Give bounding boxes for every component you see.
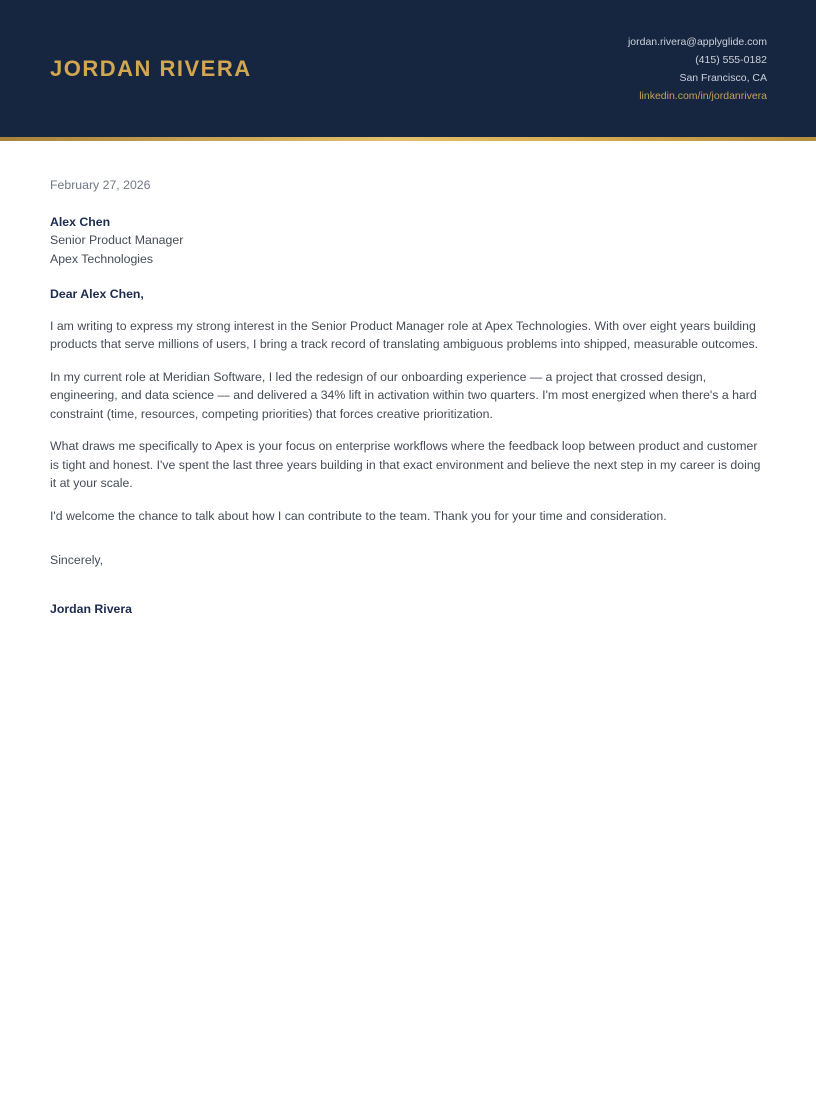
recipient-name: Alex Chen (50, 214, 111, 229)
letter-body (0, 141, 816, 618)
paragraph-intro: I am writing to express my strong interest in the Senior Product Manager role at Apex Technologies. With over eight years building products that serve millions of users, I bring a track record of translating ambiguous problems into shipped, measurable outcomes. (50, 318, 759, 351)
paragraph-experience: In my current role at Meridian Software, I led the redesign of our onboarding experience — a project that crossed design, engineering, and data science — and delivered a 34% lift in activation within two quarters. I'm most energized when there's a hard constraint (time, resources, competing priorities) that forces creative prioritization. (50, 369, 757, 421)
salutation: Dear Alex Chen, (50, 287, 144, 301)
contact-email: jordan.rivera@applyglide.com (627, 35, 767, 48)
contact-phone: (415) 555-0182 (695, 53, 767, 66)
letter-date: February 27, 2026 (50, 178, 151, 192)
closing: Sincerely, (50, 553, 104, 567)
recipient-block (50, 213, 766, 269)
paragraph-motivation: What draws me specifically to Apex is your focus on enterprise workflows where the feedback loop between product and customer is tight and honest. I've spent the last three years building in that exact environment and believe the next step in my career is doing it at your scale. (50, 439, 761, 490)
signature-name: Jordan Rivera (50, 601, 133, 616)
recipient-title: Senior Product Manager (50, 233, 184, 247)
paragraph-thanks: I'd welcome the chance to talk about how I can contribute to the team. Thank you for your time and consideration. (50, 508, 667, 523)
contact-block (628, 33, 767, 105)
linkedin-link[interactable]: linkedin.com/in/jordanrivera (639, 89, 767, 102)
letterhead (0, 0, 816, 137)
recipient-company: Apex Technologies (50, 251, 154, 266)
applicant-name: JORDAN RIVERA (50, 55, 252, 81)
contact-location: San Francisco, CA (679, 71, 767, 84)
